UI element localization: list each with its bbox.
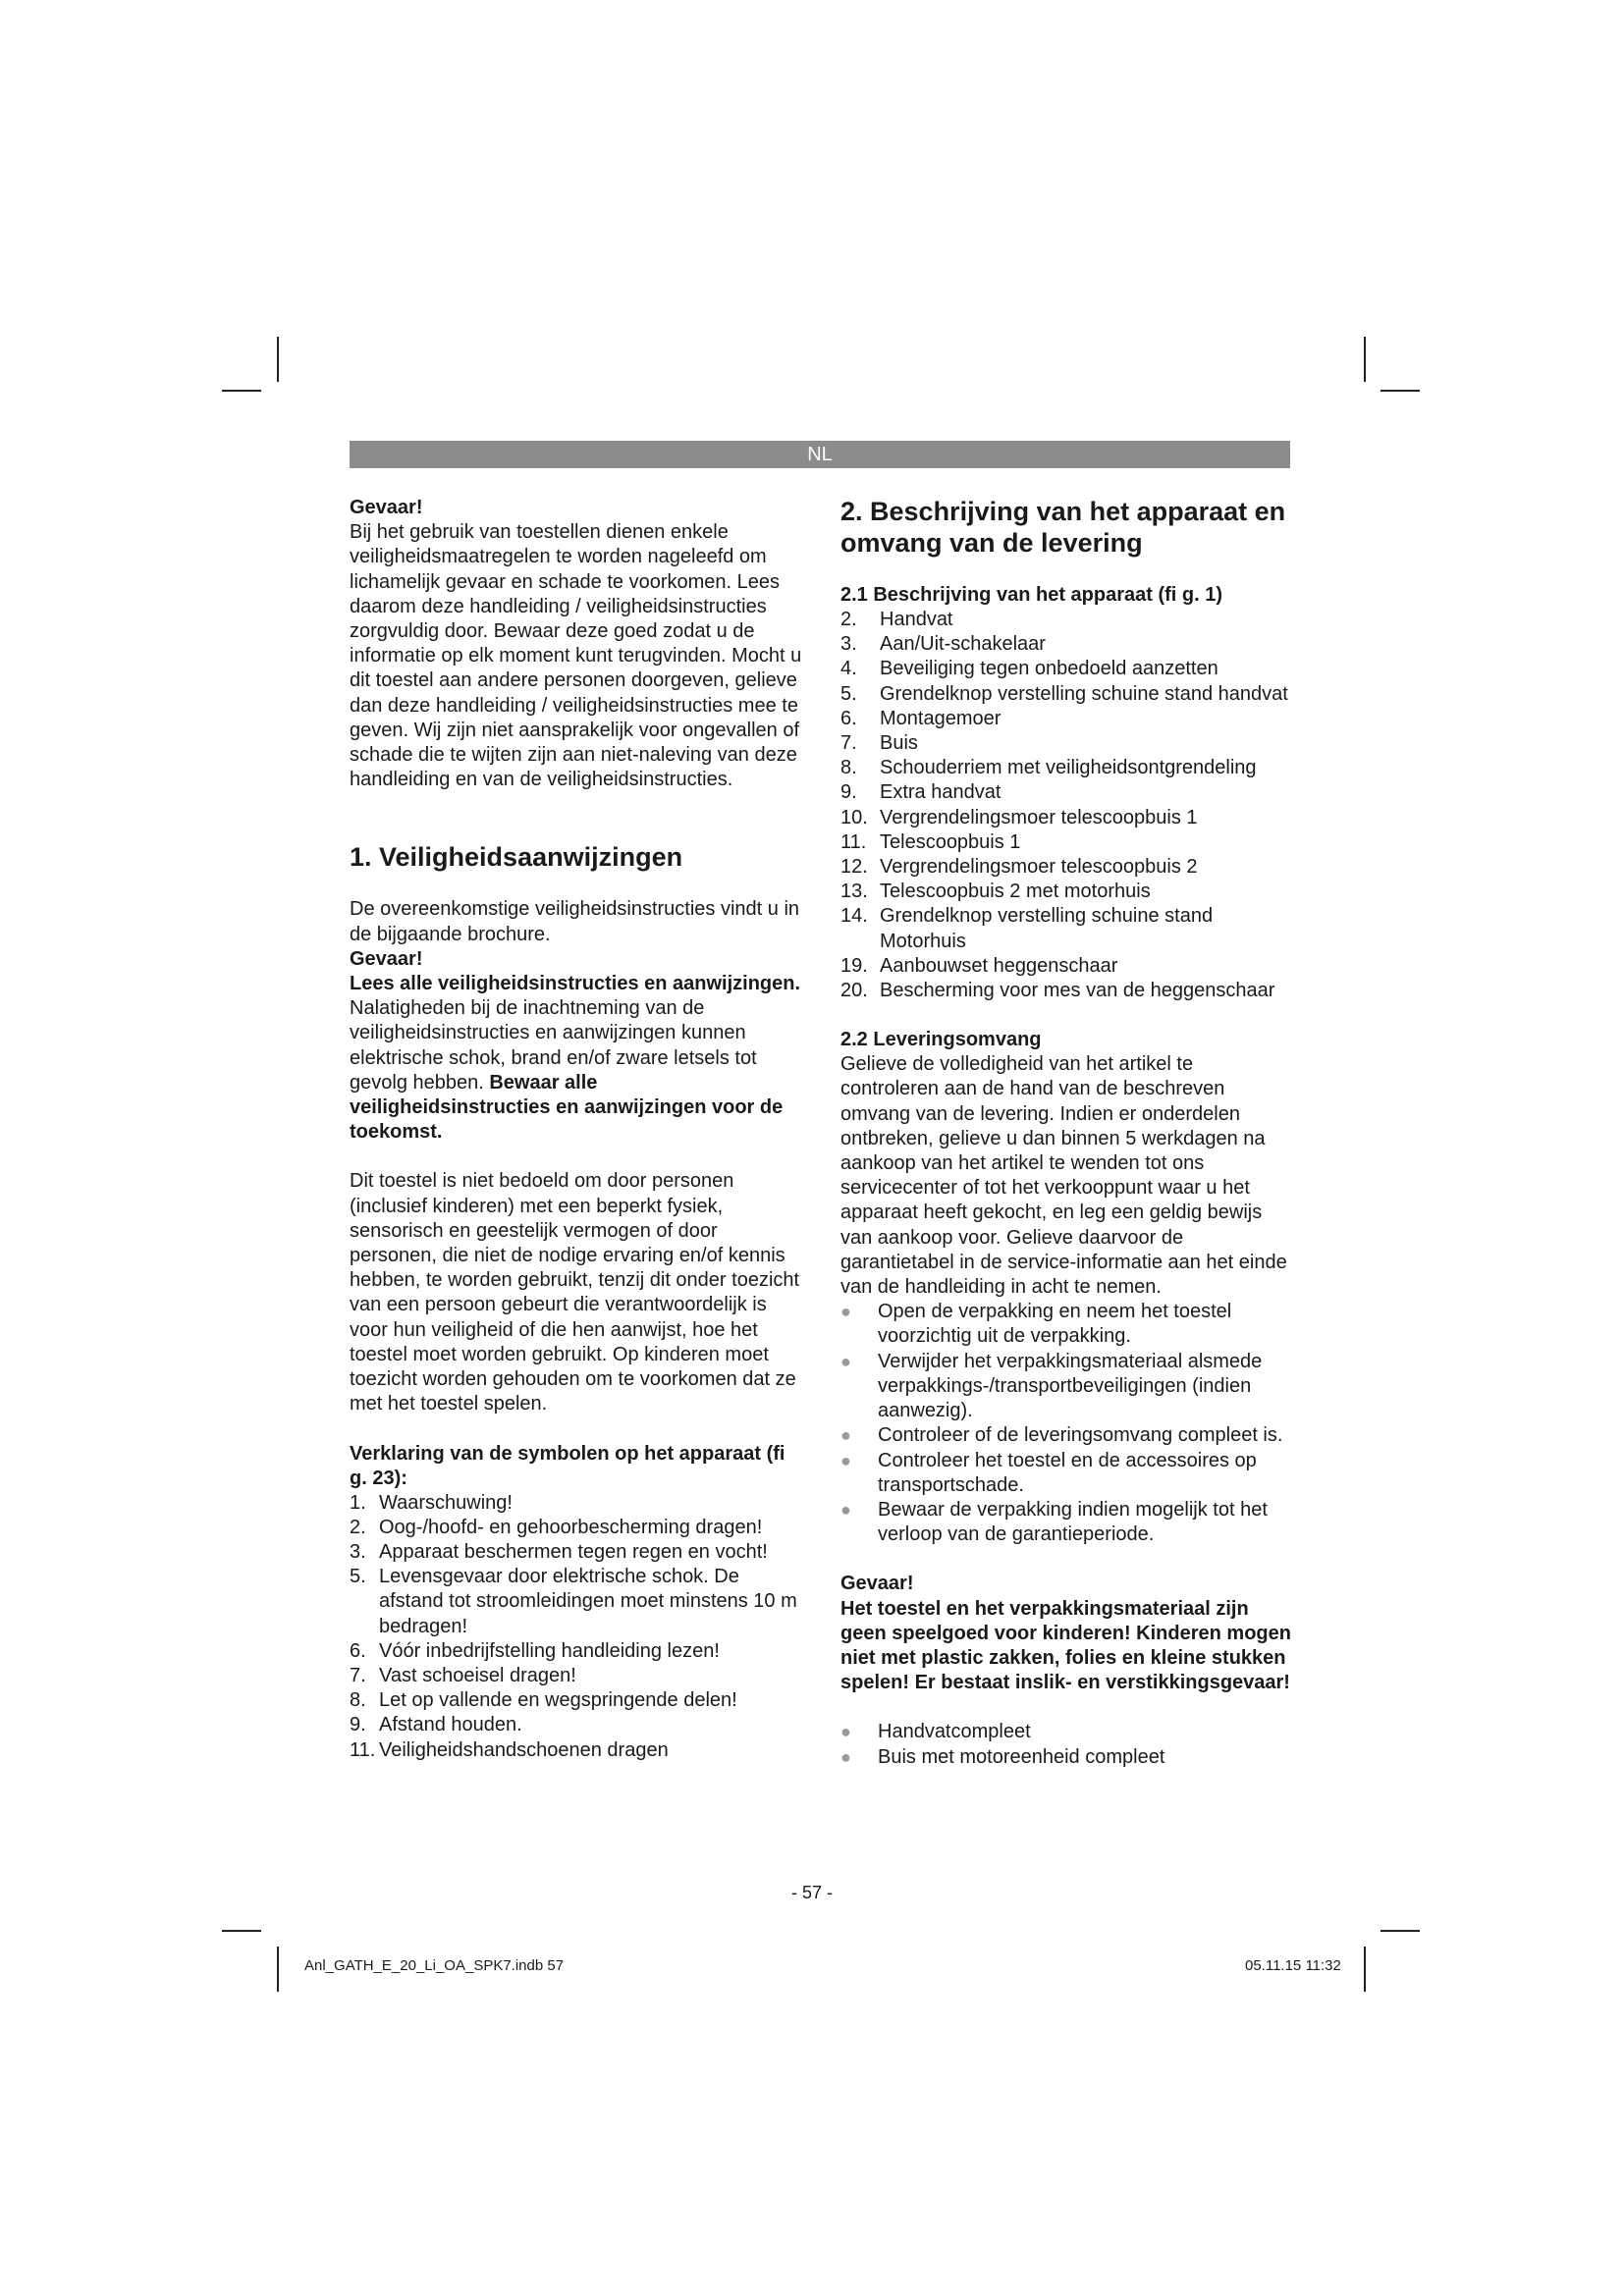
list-item	[350, 1713, 803, 1737]
item-number: 7.	[350, 1664, 366, 1686]
intro-text: Bij het gebruik van toestellen dienen enkele veiligheidsmaatregelen te worden nageleefd om lichamelijk gevaar en schade te voorkomen. Lees daarom deze handleiding / veiligheidsinstructies zorgvuldig door. Bewaar deze goed zodat u de informatie op elk moment kunt terugvinden. Mocht u dit toestel aan andere personen doorgeven, gelieve dan deze handleiding / veiligheidsinstructies mee te geven. Wij zijn niet aansprakelijk voor ongevallen of schade die te wijten zijn aan niet-naleving van deze handleiding en van de veiligheidsinstructies.	[350, 521, 802, 791]
list-item	[350, 1491, 803, 1516]
item-text: Afstand houden.	[379, 1714, 522, 1736]
list-item	[840, 1300, 1296, 1349]
contents-list	[840, 1720, 1296, 1769]
list-item	[840, 1745, 1296, 1770]
item-text: Extra handvat	[880, 781, 1001, 804]
item-text: Handvatcompleet	[878, 1721, 1031, 1743]
item-number: 11.	[840, 830, 867, 853]
item-text: Controleer het toestel en de accessoires op transportschade.	[878, 1449, 1257, 1496]
item-number: 3.	[840, 633, 857, 656]
warning-text-1: Nalatigheden bij de inachtneming van de veiligheidsinstructies en aanwijzingen kunnen elektrische schok, brand en/of zware letsels tot gevolg hebben.	[350, 997, 757, 1094]
symbols-title: Verklaring van de symbolen op het apparaat (fi g. 23):	[350, 1442, 785, 1489]
footer-datetime: 05.11.15 11:32	[1245, 1957, 1341, 1974]
list-item	[350, 1639, 803, 1664]
item-text: Controleer of de leveringsomvang compleet is.	[878, 1424, 1283, 1447]
list-item	[350, 1565, 803, 1639]
item-number: 20.	[840, 980, 868, 1002]
item-number: 12.	[840, 856, 868, 879]
list-item	[840, 1498, 1296, 1547]
parts-list	[840, 608, 1296, 1003]
item-text: Aanbouwset heggenschaar	[880, 954, 1118, 977]
bullet-icon: ●	[840, 1351, 851, 1371]
list-item	[840, 707, 1296, 731]
crop-mark	[277, 337, 279, 382]
crop-mark	[1364, 1947, 1366, 1992]
item-number: 9.	[350, 1714, 366, 1736]
item-text: Verwijder het verpakkingsmateriaal alsmede verpakkings-/transportbeveiligingen (indien aanwezig).	[878, 1350, 1263, 1422]
item-text: Telescoopbuis 1	[880, 830, 1021, 853]
item-number: 6.	[840, 707, 857, 729]
list-item	[840, 731, 1296, 756]
crop-mark	[222, 390, 261, 392]
item-number: 4.	[840, 658, 857, 680]
warning-paragraph	[350, 972, 803, 1145]
item-text: Beveiliging tegen onbedoeld aanzetten	[880, 658, 1218, 680]
item-text: Levensgevaar door elektrische schok. De afstand tot stroomleidingen moet minstens 10 m bedragen!	[379, 1566, 797, 1637]
section2-title: 2. Beschrijving van het apparaat en omvang van de levering	[840, 497, 1286, 558]
item-text: Schouderriem met veiligheidsontgrendeling	[880, 757, 1257, 779]
list-item	[840, 880, 1296, 904]
bullet-icon: ●	[840, 1499, 851, 1520]
list-item	[840, 756, 1296, 780]
footer-filename: Anl_GATH_E_20_Li_OA_SPK7.indb 57	[304, 1957, 565, 1974]
list-item	[840, 1350, 1296, 1424]
item-number: 5.	[350, 1566, 366, 1588]
item-number: 1.	[350, 1491, 366, 1514]
list-item	[350, 1738, 803, 1763]
list-item	[840, 806, 1296, 830]
crop-mark	[277, 1947, 279, 1992]
list-item	[350, 1516, 803, 1540]
left-column	[350, 496, 803, 1763]
list-item	[840, 657, 1296, 681]
warning-bold-2: Bewaar alle veiligheidsinstructies en aanwijzingen voor de toekomst.	[350, 1071, 784, 1144]
item-text: Grendelknop verstelling schuine stand handvat	[880, 682, 1288, 705]
language-header-bar	[350, 441, 1290, 468]
sub22-title: 2.2 Leveringsomvang	[840, 1029, 1042, 1051]
list-item	[840, 632, 1296, 657]
delivery-text: Gelieve de volledigheid van het artikel te controleren aan de hand van de beschreven omvang van de levering. Indien er onderdelen ontbreken, gelieve u dan binnen 5 werkdagen na aankoop van het artikel te wenden tot ons servicecenter of tot het verkooppunt waar u het apparaat heeft gekocht, en leg een geldig bewijs van aankoop voor. Gelieve daarvoor de garantietabel in de service-informatie aan het einde van de handleiding in acht te nemen.	[840, 1053, 1287, 1299]
list-item	[840, 979, 1296, 1003]
bullet-icon: ●	[840, 1425, 851, 1446]
language-tab: NL	[807, 444, 833, 465]
section1-text: De overeenkomstige veiligheidsinstructies vindt u in de bijgaande brochure.	[350, 898, 800, 945]
item-number: 8.	[350, 1689, 366, 1712]
item-text: Oog-/hoofd- en gehoorbescherming dragen!	[379, 1516, 763, 1538]
warning-bold-1: Lees alle veiligheidsinstructies en aanwijzingen.	[350, 973, 801, 995]
item-text: Vast schoeisel dragen!	[379, 1664, 576, 1686]
item-number: 10.	[840, 806, 868, 828]
list-item	[840, 780, 1296, 805]
intro-title: Gevaar!	[350, 497, 423, 518]
symbols-list	[350, 1491, 803, 1763]
bullet-icon: ●	[840, 1302, 851, 1322]
list-item	[350, 1540, 803, 1565]
crop-mark	[1380, 390, 1420, 392]
bullet-icon: ●	[840, 1746, 851, 1767]
list-item	[840, 904, 1296, 953]
warning-title: Gevaar!	[350, 947, 423, 970]
crop-mark	[1364, 337, 1366, 382]
item-text: Vergrendelingsmoer telescoopbuis 1	[880, 806, 1198, 828]
item-number: 6.	[350, 1639, 366, 1662]
item-number: 19.	[840, 954, 868, 977]
item-number: 3.	[350, 1540, 366, 1563]
item-text: Veiligheidshandschoenen dragen	[379, 1738, 669, 1761]
item-number: 13.	[840, 881, 868, 903]
item-text: Open de verpakking en neem het toestel voorzichtig uit de verpakking.	[878, 1301, 1232, 1348]
item-text: Bescherming voor mes van de heggenschaar	[880, 980, 1275, 1002]
list-item	[350, 1664, 803, 1688]
item-number: 2.	[350, 1516, 366, 1538]
bullet-icon: ●	[840, 1722, 851, 1742]
persons-text: Dit toestel is niet bedoeld om door personen (inclusief kinderen) met een beperkt fysiek, sensorisch en geestelijk vermogen of door personen, die niet de nodige ervaring en/of kennis hebben, te worden gebruikt, tenzij dit onder toezicht van een persoon gebeurt die verantwoordelijk is voor hun veiligheid of die hen aanwijst, hoe het toestel moet worden gebruikt. Op kinderen moet toezicht worden gehouden om te voorkomen dat ze met het toestel spelen.	[350, 1170, 800, 1415]
list-item	[840, 855, 1296, 880]
list-item	[840, 954, 1296, 979]
list-item	[840, 682, 1296, 707]
list-item	[840, 1720, 1296, 1744]
right-column	[840, 496, 1296, 1770]
section1-title: 1. Veiligheidsaanwijzingen	[350, 842, 683, 873]
item-text: Handvat	[880, 609, 953, 630]
crop-mark	[1380, 1930, 1420, 1932]
page-number: - 57 -	[790, 1883, 833, 1902]
item-text: Apparaat beschermen tegen regen en vocht!	[379, 1540, 768, 1563]
danger-title: Gevaar!	[840, 1573, 914, 1595]
list-item	[840, 1449, 1296, 1498]
item-number: 14.	[840, 905, 868, 928]
item-number: 8.	[840, 757, 857, 779]
list-item	[840, 608, 1296, 632]
item-text: Buis met motoreenheid compleet	[878, 1745, 1165, 1768]
item-text: Vóór inbedrijfstelling handleiding lezen!	[379, 1639, 720, 1662]
list-item	[840, 1423, 1296, 1448]
crop-mark	[222, 1930, 261, 1932]
item-text: Telescoopbuis 2 met motorhuis	[880, 881, 1151, 903]
sub21-title: 2.1 Beschrijving van het apparaat (fi g. 1)	[840, 584, 1223, 606]
item-text: Let op vallende en wegspringende delen!	[379, 1689, 737, 1712]
bullet-icon: ●	[840, 1450, 851, 1470]
steps-list	[840, 1300, 1296, 1547]
item-text: Bewaar de verpakking indien mogelijk tot het verloop van de garantieperiode.	[878, 1498, 1268, 1546]
item-text: Montagemoer	[880, 707, 1001, 729]
item-text: Vergrendelingsmoer telescoopbuis 2	[880, 856, 1198, 879]
item-text: Aan/Uit-schakelaar	[880, 633, 1046, 656]
item-text: Waarschuwing!	[379, 1491, 513, 1514]
list-item	[840, 830, 1296, 855]
item-number: 9.	[840, 781, 857, 804]
item-text: Grendelknop verstelling schuine stand Motorhuis	[880, 905, 1214, 952]
item-number: 2.	[840, 609, 857, 630]
item-number: 7.	[840, 732, 857, 755]
item-number: 5.	[840, 682, 857, 705]
item-text: Buis	[880, 732, 918, 755]
danger-text: Het toestel en het verpakkingsmateriaal zijn geen speelgoed voor kinderen! Kinderen mogen niet met plastic zakken, folies en kleine stukken spelen! Er bestaat inslik- en verstikkingsgevaar!	[840, 1597, 1291, 1694]
item-number: 11.	[350, 1738, 376, 1761]
list-item	[350, 1688, 803, 1713]
